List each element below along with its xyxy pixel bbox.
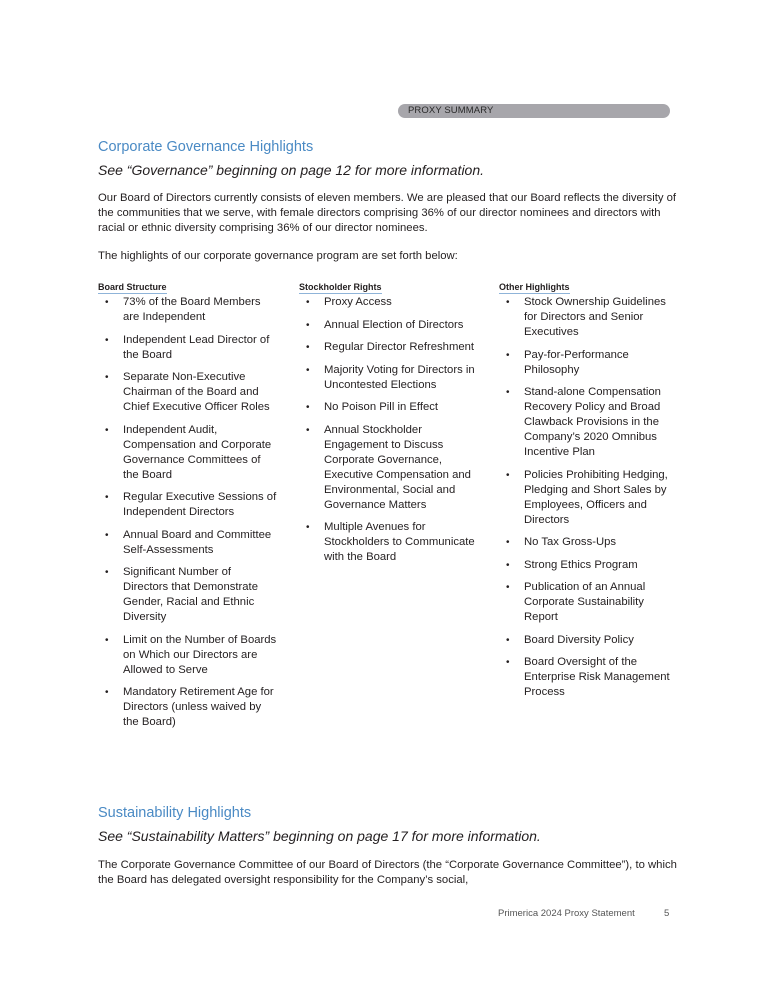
bullet-icon: • xyxy=(105,492,109,503)
list-item xyxy=(499,468,679,528)
list-item xyxy=(499,633,679,648)
list-item xyxy=(499,295,679,340)
stockholder-rights-column xyxy=(299,277,479,573)
governance-heading: Corporate Governance Highlights xyxy=(98,139,314,155)
list-item-text: Limit on the Number of Boards on Which our Directors are Allowed to Serve xyxy=(123,633,277,676)
sustainability-heading: Sustainability Highlights xyxy=(98,805,252,821)
sustainability-subtitle: See “Sustainability Matters” beginning on page 17 for more information. xyxy=(98,828,541,844)
list-item xyxy=(499,580,679,625)
bullet-icon: • xyxy=(306,522,310,533)
bullet-icon: • xyxy=(105,529,109,541)
list-item-text: Stand-alone Compensation Recovery Policy and Broad Clawback Provisions in the Company’s 2020 Omnibus Incentive Plan xyxy=(524,386,661,458)
other-highlights-column xyxy=(499,277,679,708)
list-item xyxy=(299,400,479,415)
bullet-icon: • xyxy=(506,559,510,571)
bullet-icon: • xyxy=(506,657,510,668)
list-item xyxy=(299,520,479,565)
list-item-text: Significant Number of Directors that Demonstrate Gender, Racial and Ethnic Diversity xyxy=(123,566,258,623)
list-item xyxy=(299,295,479,310)
list-item-text: Stock Ownership Guidelines for Directors and Senior Executives xyxy=(524,296,666,338)
list-item xyxy=(299,363,479,393)
list-item-text: Multiple Avenues for Stockholders to Communicate with the Board xyxy=(324,521,475,563)
list-item-text: Proxy Access xyxy=(324,296,392,308)
list-item xyxy=(98,528,278,558)
board-structure-heading: Board Structure xyxy=(98,282,167,292)
list-item-text: Majority Voting for Directors in Uncontested Elections xyxy=(324,363,475,391)
list-item-text: Pay-for-Performance Philosophy xyxy=(524,348,629,376)
governance-subtitle: See “Governance” beginning on page 12 for more information. xyxy=(98,162,485,178)
bullet-icon: • xyxy=(306,424,310,436)
bullet-icon: • xyxy=(306,319,310,331)
list-item xyxy=(499,558,679,573)
bullet-icon: • xyxy=(105,334,109,346)
board-structure-column xyxy=(98,277,278,738)
list-item-text: Board Diversity Policy xyxy=(524,633,634,646)
list-item-text: Publication of an Annual Corporate Sustainability Report xyxy=(524,581,646,623)
list-item-text: Separate Non-Executive Chairman of the Board and Chief Executive Officer Roles xyxy=(123,371,270,413)
bullet-icon: • xyxy=(105,372,109,383)
bullet-icon: • xyxy=(506,387,510,398)
bullet-icon: • xyxy=(306,402,310,413)
list-item-text: Annual Board and Committee Self-Assessments xyxy=(123,528,272,556)
list-item xyxy=(499,385,679,460)
list-item-text: Mandatory Retirement Age for Directors (unless waived by the Board) xyxy=(123,686,274,728)
list-item-text: Annual Stockholder Engagement to Discuss Corporate Governance, Executive Compensation and Environmental, Social and Governance Matters xyxy=(324,423,471,511)
list-item-text: Independent Lead Director of the Board xyxy=(123,333,270,361)
list-item xyxy=(98,333,278,363)
page-number: 5 xyxy=(664,908,670,919)
bullet-icon: • xyxy=(306,342,310,353)
list-item-text: Strong Ethics Program xyxy=(524,558,638,571)
governance-lead-in: The highlights of our corporate governance program are set forth below: xyxy=(98,250,458,262)
list-item xyxy=(98,685,278,730)
bullet-icon: • xyxy=(306,297,310,308)
bullet-icon: • xyxy=(105,297,109,308)
list-item xyxy=(299,318,479,333)
list-item-text: Annual Election of Directors xyxy=(324,318,464,331)
other-highlights-heading: Other Highlights xyxy=(499,282,570,292)
bullet-icon: • xyxy=(506,634,510,646)
bullet-icon: • xyxy=(306,364,310,376)
bullet-icon: • xyxy=(506,582,510,593)
bullet-icon: • xyxy=(105,634,109,646)
sustainability-body: The Corporate Governance Committee of our Board of Directors (the “Corporate Governance Committee”), to which the Board has delegated oversight responsibility for the Company’s social, xyxy=(98,859,677,886)
list-item-text: Policies Prohibiting Hedging, Pledging and Short Sales by Employees, Officers and Directors xyxy=(524,468,668,526)
list-item-text: Regular Executive Sessions of Independent Directors xyxy=(123,491,277,518)
list-item xyxy=(98,295,278,325)
bullet-icon: • xyxy=(506,297,510,308)
list-item xyxy=(98,633,278,678)
list-item xyxy=(98,423,278,483)
stockholder-rights-heading: Stockholder Rights xyxy=(299,282,382,292)
list-item xyxy=(499,655,679,700)
bullet-icon: • xyxy=(105,567,109,578)
list-item-text: No Tax Gross-Ups xyxy=(524,536,617,548)
list-item xyxy=(299,340,479,355)
bullet-icon: • xyxy=(506,469,510,481)
bullet-icon: • xyxy=(506,349,510,361)
footer-publication: Primerica 2024 Proxy Statement xyxy=(498,908,635,919)
list-item xyxy=(299,423,479,513)
section-banner: PROXY SUMMARY xyxy=(398,104,670,118)
list-item xyxy=(499,348,679,378)
list-item xyxy=(98,370,278,415)
list-item xyxy=(98,565,278,625)
governance-intro: Our Board of Directors currently consists of eleven members. We are pleased that our Board reflects the diversity of the communities that we serve, with female directors comprising 36% of our director nominees and directors with racial or ethnic diversity comprising 36% of our director nominees. xyxy=(98,192,677,234)
list-item-text: 73% of the Board Members are Independent xyxy=(123,296,261,323)
list-item-text: Board Oversight of the Enterprise Risk Management Process xyxy=(524,656,670,698)
list-item-text: Independent Audit, Compensation and Corporate Governance Committees of the Board xyxy=(123,423,272,481)
bullet-icon: • xyxy=(105,687,109,698)
list-item-text: Regular Director Refreshment xyxy=(324,341,475,353)
list-item xyxy=(499,535,679,550)
bullet-icon: • xyxy=(105,424,109,436)
list-item xyxy=(98,490,278,520)
stockholder-rights-list xyxy=(299,295,479,565)
other-highlights-list xyxy=(499,295,679,700)
list-item-text: No Poison Pill in Effect xyxy=(324,401,439,413)
bullet-icon: • xyxy=(506,537,510,548)
board-structure-list xyxy=(98,295,278,730)
